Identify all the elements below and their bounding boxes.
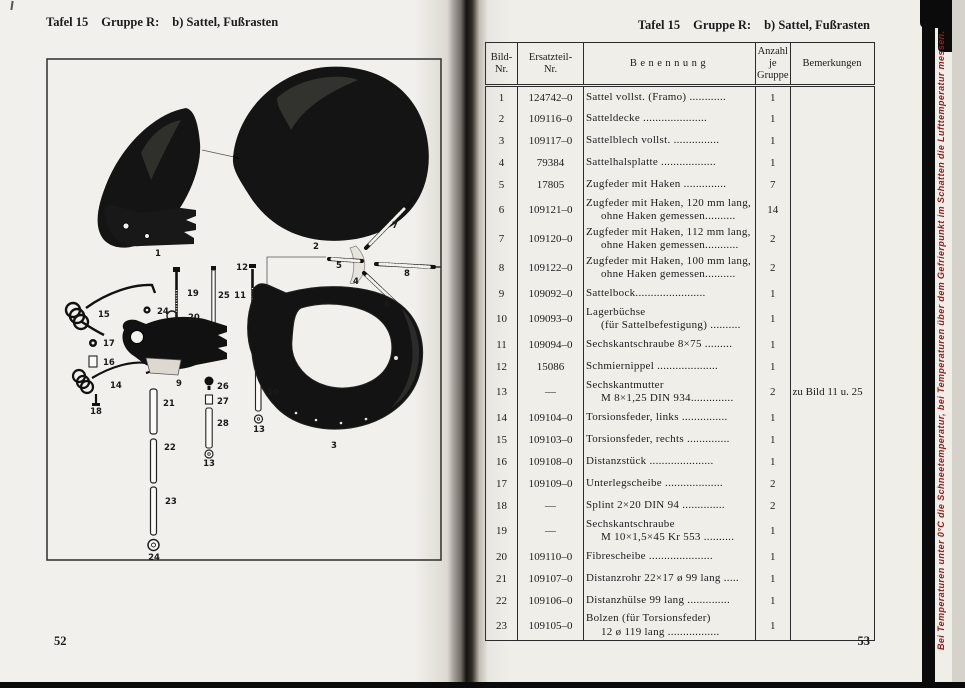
cell-bem [790,174,874,196]
left-page [0,0,460,688]
rod-23 [151,487,157,535]
cell-nr: 109103–0 [518,429,584,451]
callout-11: 11 [234,291,246,301]
cell-nr: 109117–0 [518,130,584,152]
cell-name: Unterlegscheibe ................... [584,473,756,495]
cell-bem [790,254,874,283]
cell-anz: 1 [756,130,791,152]
table-row [486,130,875,152]
cell-name: Lagerbüchse (für Sattelbefestigung) .......... [584,305,756,334]
cell-bild: 23 [496,620,507,632]
cell-name: Zugfeder mit Haken .............. [584,174,756,196]
cell-name: Satteldecke ..................... [584,108,756,130]
cell-nr: — [518,378,584,407]
table-row [486,546,875,568]
cell-anz: 2 [756,473,791,495]
title-tafel: Tafel 15 [637,18,681,32]
cell-bem [790,86,874,108]
cell-nr: 109121–0 [518,196,584,225]
header-benennung: Benennung [584,43,756,86]
header-ersatzteil-nr: Ersatzteil- Nr. [518,43,584,86]
leader-line [202,150,234,157]
cell-bild: 12 [496,360,507,373]
table-row [486,590,875,612]
cell-anz: 1 [756,334,791,356]
title-tafel: Tafel 15 [46,15,89,29]
rod-22 [151,439,157,483]
callout-22: 22 [164,443,176,453]
cell-nr: 17805 [518,174,584,196]
table-row [486,196,875,225]
callout-9: 9 [176,379,182,389]
saddle-side-view [98,108,201,248]
cell-name: Schmiernippel .................... [584,356,756,378]
cell-nr: 109122–0 [518,254,584,283]
parts-table [485,42,875,641]
cell-anz: 1 [756,108,791,130]
cell-bem [790,225,874,254]
cell-bild: 9 [498,287,505,300]
cell-anz: 2 [756,225,791,254]
cell-nr: 109104–0 [518,407,584,429]
cell-nr: — [518,495,584,517]
table-row [486,517,875,546]
cell-nr: 109110–0 [518,546,584,568]
cell-bem [790,517,874,546]
table-row [486,568,875,590]
cell-anz: 1 [756,568,791,590]
cell-bem [790,473,874,495]
cell-nr: 79384 [518,152,584,174]
cell-nr: 124742–0 [518,86,584,108]
cell-nr: 109105–0 [518,612,584,641]
cell-bild: 6 [498,204,505,217]
title-subject: b) Sattel, Fußrasten [172,15,279,29]
cell-bem [790,451,874,473]
title-subject: b) Sattel, Fußrasten [764,18,870,32]
washer-24b [148,540,159,551]
page-number-left: 52 [54,634,67,648]
page-number-right: 53 [857,634,870,648]
cell-bild: 11 [496,338,507,351]
callout-18: 18 [90,407,102,417]
callout-14: 14 [110,381,122,391]
cell-anz: 14 [756,196,791,225]
callout-2: 2 [313,242,319,252]
cell-name: Sattel vollst. (Framo) ............ [584,86,756,108]
cell-anz: 7 [756,174,791,196]
bolt-18 [92,394,100,406]
table-row [486,254,875,283]
table-row [486,174,875,196]
cell-nr: 109120–0 [518,225,584,254]
callout-6: 6 [384,300,390,310]
callout-24: 24 [157,307,169,317]
cell-bem [790,546,874,568]
right-page-title [485,18,870,33]
cell-bild: 18 [496,499,507,512]
cell-bild: 2 [498,112,505,125]
table-row [486,334,875,356]
page-stack-edge [952,0,965,688]
exploded-diagram-svg [46,58,442,561]
rod-21 [150,389,157,434]
callout-20: 20 [188,313,200,323]
callout-13: 13 [253,425,265,435]
cell-anz: 2 [756,495,791,517]
callout-24: 24 [148,553,160,561]
callout-8: 8 [404,269,410,279]
cell-name: Sattelhalsplatte .................. [584,152,756,174]
cell-anz: 1 [756,429,791,451]
nut-24 [143,306,150,313]
cell-name: Sechskantschraube 8×75 ......... [584,334,756,356]
callout-17: 17 [103,339,115,349]
table-row [486,495,875,517]
cell-anz: 1 [756,590,791,612]
cell-bild: 8 [498,262,505,275]
cell-bem [790,590,874,612]
cell-nr: 109107–0 [518,568,584,590]
spacer-16 [89,356,97,367]
bolt-19 [173,267,180,318]
table-row [486,356,875,378]
cell-name: Sechskantmutter M 8×1,25 DIN 934.............. [584,378,756,407]
cell-anz: 2 [756,254,791,283]
table-row [486,407,875,429]
cell-name: Zugfeder mit Haken, 100 mm lang, ohne Haken gemessen.......... [584,254,756,283]
cell-name: Sechskantschraube M 10×1,5×45 Kr 553 .......... [584,517,756,546]
cell-bild: 19 [496,525,507,538]
cell-bem [790,108,874,130]
cell-bem [790,568,874,590]
cell-bild: 15 [496,433,507,446]
cell-bem [790,429,874,451]
callout-21: 21 [163,399,175,409]
cell-bem [790,495,874,517]
callout-12: 12 [236,263,248,273]
cell-nr: 15086 [518,356,584,378]
exploded-diagram [46,58,442,561]
saddle-bracket-9 [122,317,227,375]
cell-bild: 4 [498,156,505,169]
cell-anz: 1 [756,407,791,429]
cell-name: Sattelbock....................... [584,283,756,305]
cell-anz: 2 [756,378,791,407]
callout-25: 25 [218,291,230,301]
table-row [486,225,875,254]
cell-bild: 13 [496,386,507,399]
cell-name: Sattelblech vollst. ............... [584,130,756,152]
callout-10: 10 [267,388,279,398]
cell-bem [790,305,874,334]
table-row [486,152,875,174]
cell-bild: 7 [498,233,505,246]
callout-3: 3 [331,441,337,451]
bottom-scan-bar [0,682,965,688]
cell-name: Torsionsfeder, rechts .............. [584,429,756,451]
washer-13b [205,450,213,458]
table-row [486,429,875,451]
cell-nr: 109106–0 [518,590,584,612]
cell-anz: 1 [756,612,791,641]
cell-name: Fibrescheibe ..................... [584,546,756,568]
table-row [486,108,875,130]
cell-anz: 1 [756,152,791,174]
cell-anz: 1 [756,356,791,378]
table-header-row [486,43,875,86]
table-row [486,305,875,334]
cell-bild: 10 [496,313,507,326]
callout-4: 4 [353,277,359,287]
cell-bild: 21 [496,572,507,585]
table-row [486,378,875,407]
cell-bild: 20 [496,550,507,563]
cell-bild: 14 [496,411,507,424]
saddle-pan-3 [248,284,423,429]
cell-anz: 1 [756,305,791,334]
cell-name: Splint 2×20 DIN 94 .............. [584,495,756,517]
table-row [486,86,875,108]
cell-bem [790,152,874,174]
callout-19: 19 [187,289,199,299]
cell-bild: 1 [498,91,505,104]
cell-nr: 109093–0 [518,305,584,334]
cell-name: Distanzrohr 22×17 ø 99 lang ..... [584,568,756,590]
callout-16: 16 [103,358,115,368]
callout-15: 15 [98,310,110,320]
cell-anz: 1 [756,546,791,568]
cell-name: Torsionsfeder, links ............... [584,407,756,429]
header-bemerkungen: Bemerkungen [790,43,874,86]
cell-name: Zugfeder mit Haken, 120 mm lang, ohne Haken gemessen.......... [584,196,756,225]
title-gruppe: Gruppe R: [693,18,752,32]
callout-27: 27 [217,397,229,407]
cell-name: Bolzen (für Torsionsfeder) 12 ø 119 lang ................. [584,612,756,641]
left-page-title [46,15,278,30]
callout-5: 5 [336,261,342,271]
cell-anz: 1 [756,451,791,473]
cell-nr: 109094–0 [518,334,584,356]
right-page [460,0,965,688]
cell-bem [790,283,874,305]
title-gruppe: Gruppe R: [101,15,160,29]
page-edge-mark [10,1,13,10]
nut-17 [89,339,97,347]
cell-nr: 109108–0 [518,451,584,473]
callout-1: 1 [155,249,161,259]
cell-nr: 109092–0 [518,283,584,305]
cell-name: Distanzstück ..................... [584,451,756,473]
table-row [486,283,875,305]
cell-bem [790,407,874,429]
side-tab-note: Bei Temperaturen unter 0°C die Schneetemperatur, bei Temperaturen über dem Gefrierpunkt im Schatten die Lufttemperatur messen. [936,30,946,650]
cell-nr: — [518,517,584,546]
cell-nr: 109116–0 [518,108,584,130]
cell-anz: 1 [756,283,791,305]
rod-28 [206,408,212,448]
table-row [486,473,875,495]
cell-bem [790,196,874,225]
cell-name: Zugfeder mit Haken, 112 mm lang, ohne Haken gemessen........... [584,225,756,254]
header-anzahl: Anzahl je Gruppe [756,43,791,86]
table-row [486,451,875,473]
cell-bild: 5 [498,178,505,191]
cell-bild: 17 [496,477,507,490]
callout-26: 26 [217,382,229,392]
cell-bem [790,356,874,378]
right-edge-strip [922,0,935,688]
cell-bem: zu Bild 11 u. 25 [790,378,874,407]
cell-bild: 3 [498,134,505,147]
callout-7: 7 [392,221,398,231]
header-bild-nr: Bild- Nr. [486,43,518,86]
callout-28: 28 [217,419,229,429]
cell-bem [790,334,874,356]
cell-bild: 16 [496,455,507,468]
sleeve-27 [206,395,213,404]
cell-name: Distanzhülse 99 lang .............. [584,590,756,612]
callout-13: 13 [203,459,215,469]
cell-bild: 22 [496,594,507,607]
cell-nr: 109109–0 [518,473,584,495]
cell-bem [790,130,874,152]
cell-anz: 1 [756,517,791,546]
grease-nipple-26 [205,377,214,391]
callout-23: 23 [165,497,177,507]
cell-anz: 1 [756,86,791,108]
